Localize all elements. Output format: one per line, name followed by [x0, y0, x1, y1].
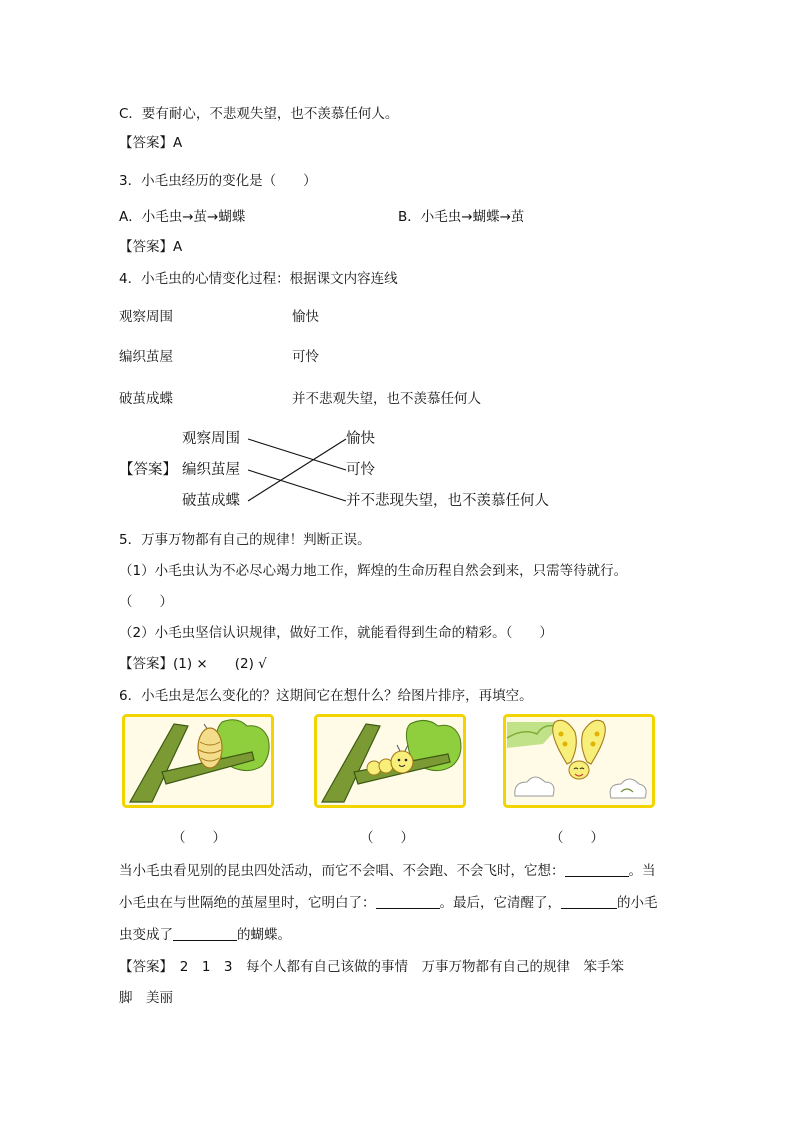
question-6: 6．小毛虫是怎么变化的？这期间它在想什么？给图片排序，再填空。 [119, 688, 533, 704]
q4-left-1: 观察周围 [119, 309, 173, 325]
answer-left-1: 观察周围 [182, 431, 240, 447]
answer-left-3: 破茧成蝶 [182, 493, 240, 509]
question-5: 5．万事万物都有自己的规律！判断正误。 [119, 532, 371, 548]
blank-2[interactable] [376, 894, 440, 909]
blank-1[interactable] [565, 862, 629, 877]
picture-cocoon [122, 714, 274, 808]
question-3: 3．小毛虫经历的变化是（ ） [119, 173, 317, 189]
sequence-paren-2[interactable]: （ ） [360, 830, 414, 846]
blank-3[interactable] [561, 894, 617, 909]
fill-line-2: 小毛虫在与世隔绝的茧屋里时，它明白了： 。最后，它清醒了， 的小毛 [119, 895, 658, 911]
q4-right-2: 可怜 [292, 349, 319, 365]
blank-4[interactable] [173, 926, 237, 941]
q4-left-2: 编织茧屋 [119, 349, 173, 365]
fill-line-3: 虫变成了 的蝴蝶。 [119, 927, 291, 943]
question-4: 4．小毛虫的心情变化过程：根据课文内容连线 [119, 271, 398, 287]
q4-right-3: 并不悲观失望，也不羡慕任何人 [292, 391, 481, 407]
option-c: C．要有耐心，不悲观失望，也不羡慕任何人。 [119, 106, 399, 122]
match-line-3 [248, 439, 346, 501]
answer-right-2: 可怜 [346, 462, 375, 478]
q4-left-3: 破茧成蝶 [119, 391, 173, 407]
answer-right-1: 愉快 [346, 431, 375, 447]
picture-butterfly [503, 714, 655, 808]
answer-q2: 【答案】A [119, 135, 183, 151]
match-line-1 [248, 439, 346, 470]
answer-q5: 【答案】(1) × (2) √ [119, 656, 267, 672]
answer-left-2: 编织茧屋 [182, 462, 240, 478]
sequence-paren-3[interactable]: （ ） [550, 830, 604, 846]
option-a: A．小毛虫→茧→蝴蝶 [119, 209, 246, 225]
match-line-2 [248, 470, 346, 501]
q4-right-1: 愉快 [292, 309, 319, 325]
option-b: B．小毛虫→蝴蝶→茧 [398, 209, 525, 225]
answer-q3: 【答案】A [119, 239, 183, 255]
fill-line-1: 当小毛虫看见别的昆虫四处活动，而它不会唱、不会跑、不会飞时，它想： 。当 [119, 863, 656, 879]
sequence-paren-1[interactable]: （ ） [172, 830, 226, 846]
q5-item-2: （2）小毛虫坚信认识规律，做好工作，就能看得到生命的精彩。（ ） [119, 625, 553, 641]
answer-q4-label: 【答案】 [119, 462, 177, 478]
answer-right-3: 并不悲现失望，也不羡慕任何人 [346, 493, 549, 509]
picture-caterpillar [314, 714, 466, 808]
q5-item-1: （1）小毛虫认为不必尽心竭力地工作，辉煌的生命历程自然会到来，只需等待就行。 [119, 563, 628, 579]
q5-item-1-paren: （ ） [119, 594, 173, 610]
answer-q6-line-1: 【答案】 2 1 3 每个人都有自己该做的事情 万事万物都有自己的规律 笨手笨 [119, 959, 625, 975]
answer-q6-line-2: 脚 美丽 [119, 990, 173, 1006]
